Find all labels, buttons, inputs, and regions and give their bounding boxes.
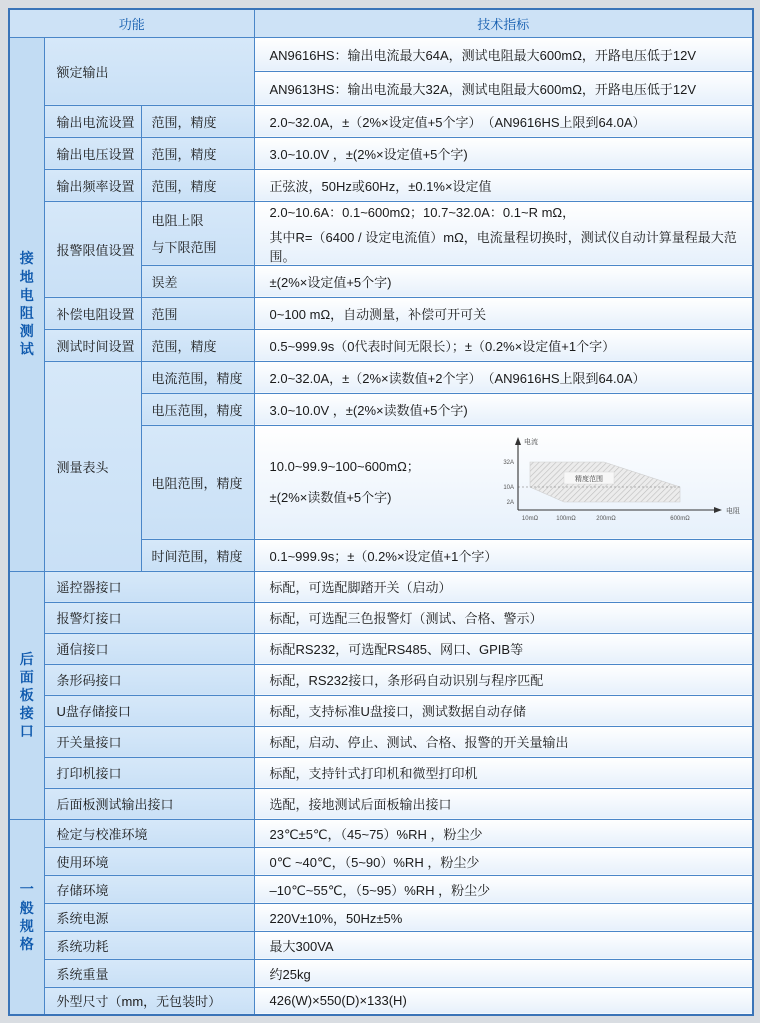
spec-value-alarm-error: ±(2%×设定值+5个字) [254, 265, 753, 297]
sub-label-compensation: 范围 [141, 297, 254, 329]
spec-value-meter-time: 0.1~999.9s；±（0.2%×设定值+1个字） [254, 539, 753, 571]
sub-label-test-time: 范围，精度 [141, 329, 254, 361]
spec-value-meter-current: 2.0~32.0A，±（2%×读数值+2个字） （AN9616HS上限到64.0A） [254, 361, 753, 393]
spec-value-barcode-interface: 标配，RS232接口，条形码自动识别与程序匹配 [254, 664, 753, 695]
section-title-general [9, 819, 44, 1015]
spec-value-weight: 约25kg [254, 959, 753, 987]
table-row [9, 726, 753, 757]
spec-value-power-supply: 220V±10%，50Hz±5% [254, 903, 753, 931]
x-axis-arrow-icon [714, 507, 722, 513]
spec-value-meter-voltage: 3.0~10.0V ，±(2%×读数值+5个字) [254, 393, 753, 425]
spec-value-remote-interface: 标配，可选配脚踏开关（启动） [254, 571, 753, 602]
y-tick-2a: 2A [506, 500, 514, 506]
x-tick-600mohm: 600mΩ [670, 516, 690, 522]
section-title-text: 接地电阻测试 [19, 250, 34, 358]
spec-value-test-time: 0.5~999.9s（0代表时间无限长）；±（0.2%×设定值+1个字） [254, 329, 753, 361]
spec-value-rear-output-interface: 选配，接地测试后面板输出接口 [254, 788, 753, 819]
row-label-output-current: 输出电流设置 [44, 105, 141, 137]
sub-label-line1: 电阻上限 [151, 213, 204, 228]
table-row [9, 602, 753, 633]
spec-value-compensation: 0~100 mΩ，自动测量，补偿可开可关 [254, 297, 753, 329]
x-tick-10mohm: 10mΩ [521, 516, 539, 522]
table-row [9, 757, 753, 788]
specification-table [8, 8, 754, 1016]
sub-label-meter-current: 电流范围，精度 [141, 361, 254, 393]
row-label-calibration-env: 检定与校准环境 [44, 819, 254, 847]
table-row [9, 847, 753, 875]
row-label-power-consumption: 系统功耗 [44, 931, 254, 959]
table-row [9, 903, 753, 931]
sub-label-meter-resistance: 电阻范围，精度 [141, 425, 254, 539]
table-row [9, 931, 753, 959]
row-label-dimensions: 外型尺寸（mm，无包装时） [44, 987, 254, 1015]
section-title-text: 一般规格 [19, 881, 34, 952]
table-row [9, 329, 753, 361]
sub-label-meter-time: 时间范围，精度 [141, 539, 254, 571]
section-title-ground-test [9, 37, 44, 571]
row-label-alarm-light-interface: 报警灯接口 [44, 602, 254, 633]
y-tick-32a: 32A [503, 460, 514, 466]
row-label-compensation: 补偿电阻设置 [44, 297, 141, 329]
chart-xlabel: 电阻 [726, 508, 740, 515]
x-tick-100mohm: 100mΩ [556, 516, 576, 522]
table-row [9, 695, 753, 726]
sub-label-output-frequency: 范围，精度 [141, 169, 254, 201]
spec-value-calibration-env: 23℃±5℃，（45~75）%RH ，粉尘少 [254, 819, 753, 847]
table-row [9, 987, 753, 1015]
spec-value-switch-interface: 标配，启动、停止、测试、合格、报警的开关量输出 [254, 726, 753, 757]
x-tick-200mohm: 200mΩ [596, 516, 616, 522]
spec-value-line1: 10.0~99.9~100~600mΩ； [269, 459, 420, 474]
row-label-rear-output-interface: 后面板测试输出接口 [44, 788, 254, 819]
spec-value-output-current: 2.0~32.0A，±（2%×设定值+5个字） （AN9616HS上限到64.0A） [254, 105, 753, 137]
row-label-meter: 测量表头 [44, 361, 141, 571]
row-label-power-supply: 系统电源 [44, 903, 254, 931]
accuracy-range-chart [484, 432, 746, 532]
section-title-text: 后面板接口 [19, 650, 34, 740]
table-row [9, 137, 753, 169]
table-row [9, 875, 753, 903]
sub-label-output-current: 范围，精度 [141, 105, 254, 137]
table-header-row [9, 9, 753, 37]
spec-value-storage-env: –10℃~55℃，（5~95）%RH ，粉尘少 [254, 875, 753, 903]
table-row [9, 633, 753, 664]
region-label: 精度范围 [575, 476, 603, 483]
row-label-comm-interface: 通信接口 [44, 633, 254, 664]
table-row [9, 819, 753, 847]
table-row [9, 664, 753, 695]
table-row [9, 788, 753, 819]
spec-value-meter-resistance [254, 425, 753, 539]
spec-value-power-consumption: 最大300VA [254, 931, 753, 959]
spec-value-comm-interface: 标配RS232，可选配RS485、网口、GPIB等 [254, 633, 753, 664]
y-tick-10a: 10A [503, 485, 514, 491]
spec-value-dimensions: 426(W)×550(D)×133(H) [254, 987, 753, 1015]
spec-value-operating-env: 0℃ ~40℃，（5~90）%RH ，粉尘少 [254, 847, 753, 875]
section-title-rear-panel [9, 571, 44, 819]
table-row [9, 571, 753, 602]
spec-value-rated-an9616hs: AN9616HS：输出电流最大64A，测试电阻最大600mΩ，开路电压低于12V [254, 37, 753, 71]
spec-value-output-voltage: 3.0~10.0V ，±(2%×设定值+5个字) [254, 137, 753, 169]
row-label-rated-output: 额定输出 [44, 37, 254, 105]
sub-label-output-voltage: 范围，精度 [141, 137, 254, 169]
spec-value-output-frequency: 正弦波，50Hz或60Hz，±0.1%×设定值 [254, 169, 753, 201]
sub-label-meter-voltage: 电压范围，精度 [141, 393, 254, 425]
row-label-remote-interface: 遥控器接口 [44, 571, 254, 602]
sub-label-alarm-error: 误差 [141, 265, 254, 297]
spec-value-alarm-range [254, 201, 753, 265]
spec-value-printer-interface: 标配，支持针式打印机和微型打印机 [254, 757, 753, 788]
row-label-printer-interface: 打印机接口 [44, 757, 254, 788]
row-label-output-frequency: 输出频率设置 [44, 169, 141, 201]
spec-value-line2: 其中R=（6400 / 设定电流值）mΩ，电流量程切换时，测试仪自动计算量程最大范围。 [269, 229, 737, 264]
row-label-weight: 系统重量 [44, 959, 254, 987]
chart-ylabel: 电流 [524, 439, 538, 446]
row-label-test-time: 测试时间设置 [44, 329, 141, 361]
spec-value-line1: 2.0~10.6A：0.1~600mΩ；10.7~32.0A：0.1~R mΩ， [269, 204, 576, 220]
table-row [9, 959, 753, 987]
row-label-operating-env: 使用环境 [44, 847, 254, 875]
sub-label-alarm-range [141, 201, 254, 265]
sub-label-line2: 与下限范围 [151, 240, 217, 255]
table-row [9, 37, 753, 71]
table-row [9, 105, 753, 137]
row-label-storage-env: 存储环境 [44, 875, 254, 903]
row-label-usb-interface: U盘存储接口 [44, 695, 254, 726]
table-row [9, 201, 753, 265]
row-label-switch-interface: 开关量接口 [44, 726, 254, 757]
header-spec: 技术指标 [254, 9, 753, 37]
meter-resistance-text [270, 460, 420, 504]
table-row [9, 169, 753, 201]
y-axis-arrow-icon [515, 437, 521, 445]
spec-value-alarm-light-interface: 标配，可选配三色报警灯（测试、合格、警示） [254, 602, 753, 633]
table-row [9, 297, 753, 329]
table-row [9, 361, 753, 393]
row-label-barcode-interface: 条形码接口 [44, 664, 254, 695]
spec-value-rated-an9613hs: AN9613HS：输出电流最大32A，测试电阻最大600mΩ，开路电压低于12V [254, 71, 753, 105]
spec-value-usb-interface: 标配，支持标准U盘接口，测试数据自动存储 [254, 695, 753, 726]
header-function: 功能 [9, 9, 254, 37]
spec-value-line2: ±(2%×读数值+5个字) [269, 490, 392, 505]
row-label-alarm-limit: 报警限值设置 [44, 201, 141, 297]
row-label-output-voltage: 输出电压设置 [44, 137, 141, 169]
